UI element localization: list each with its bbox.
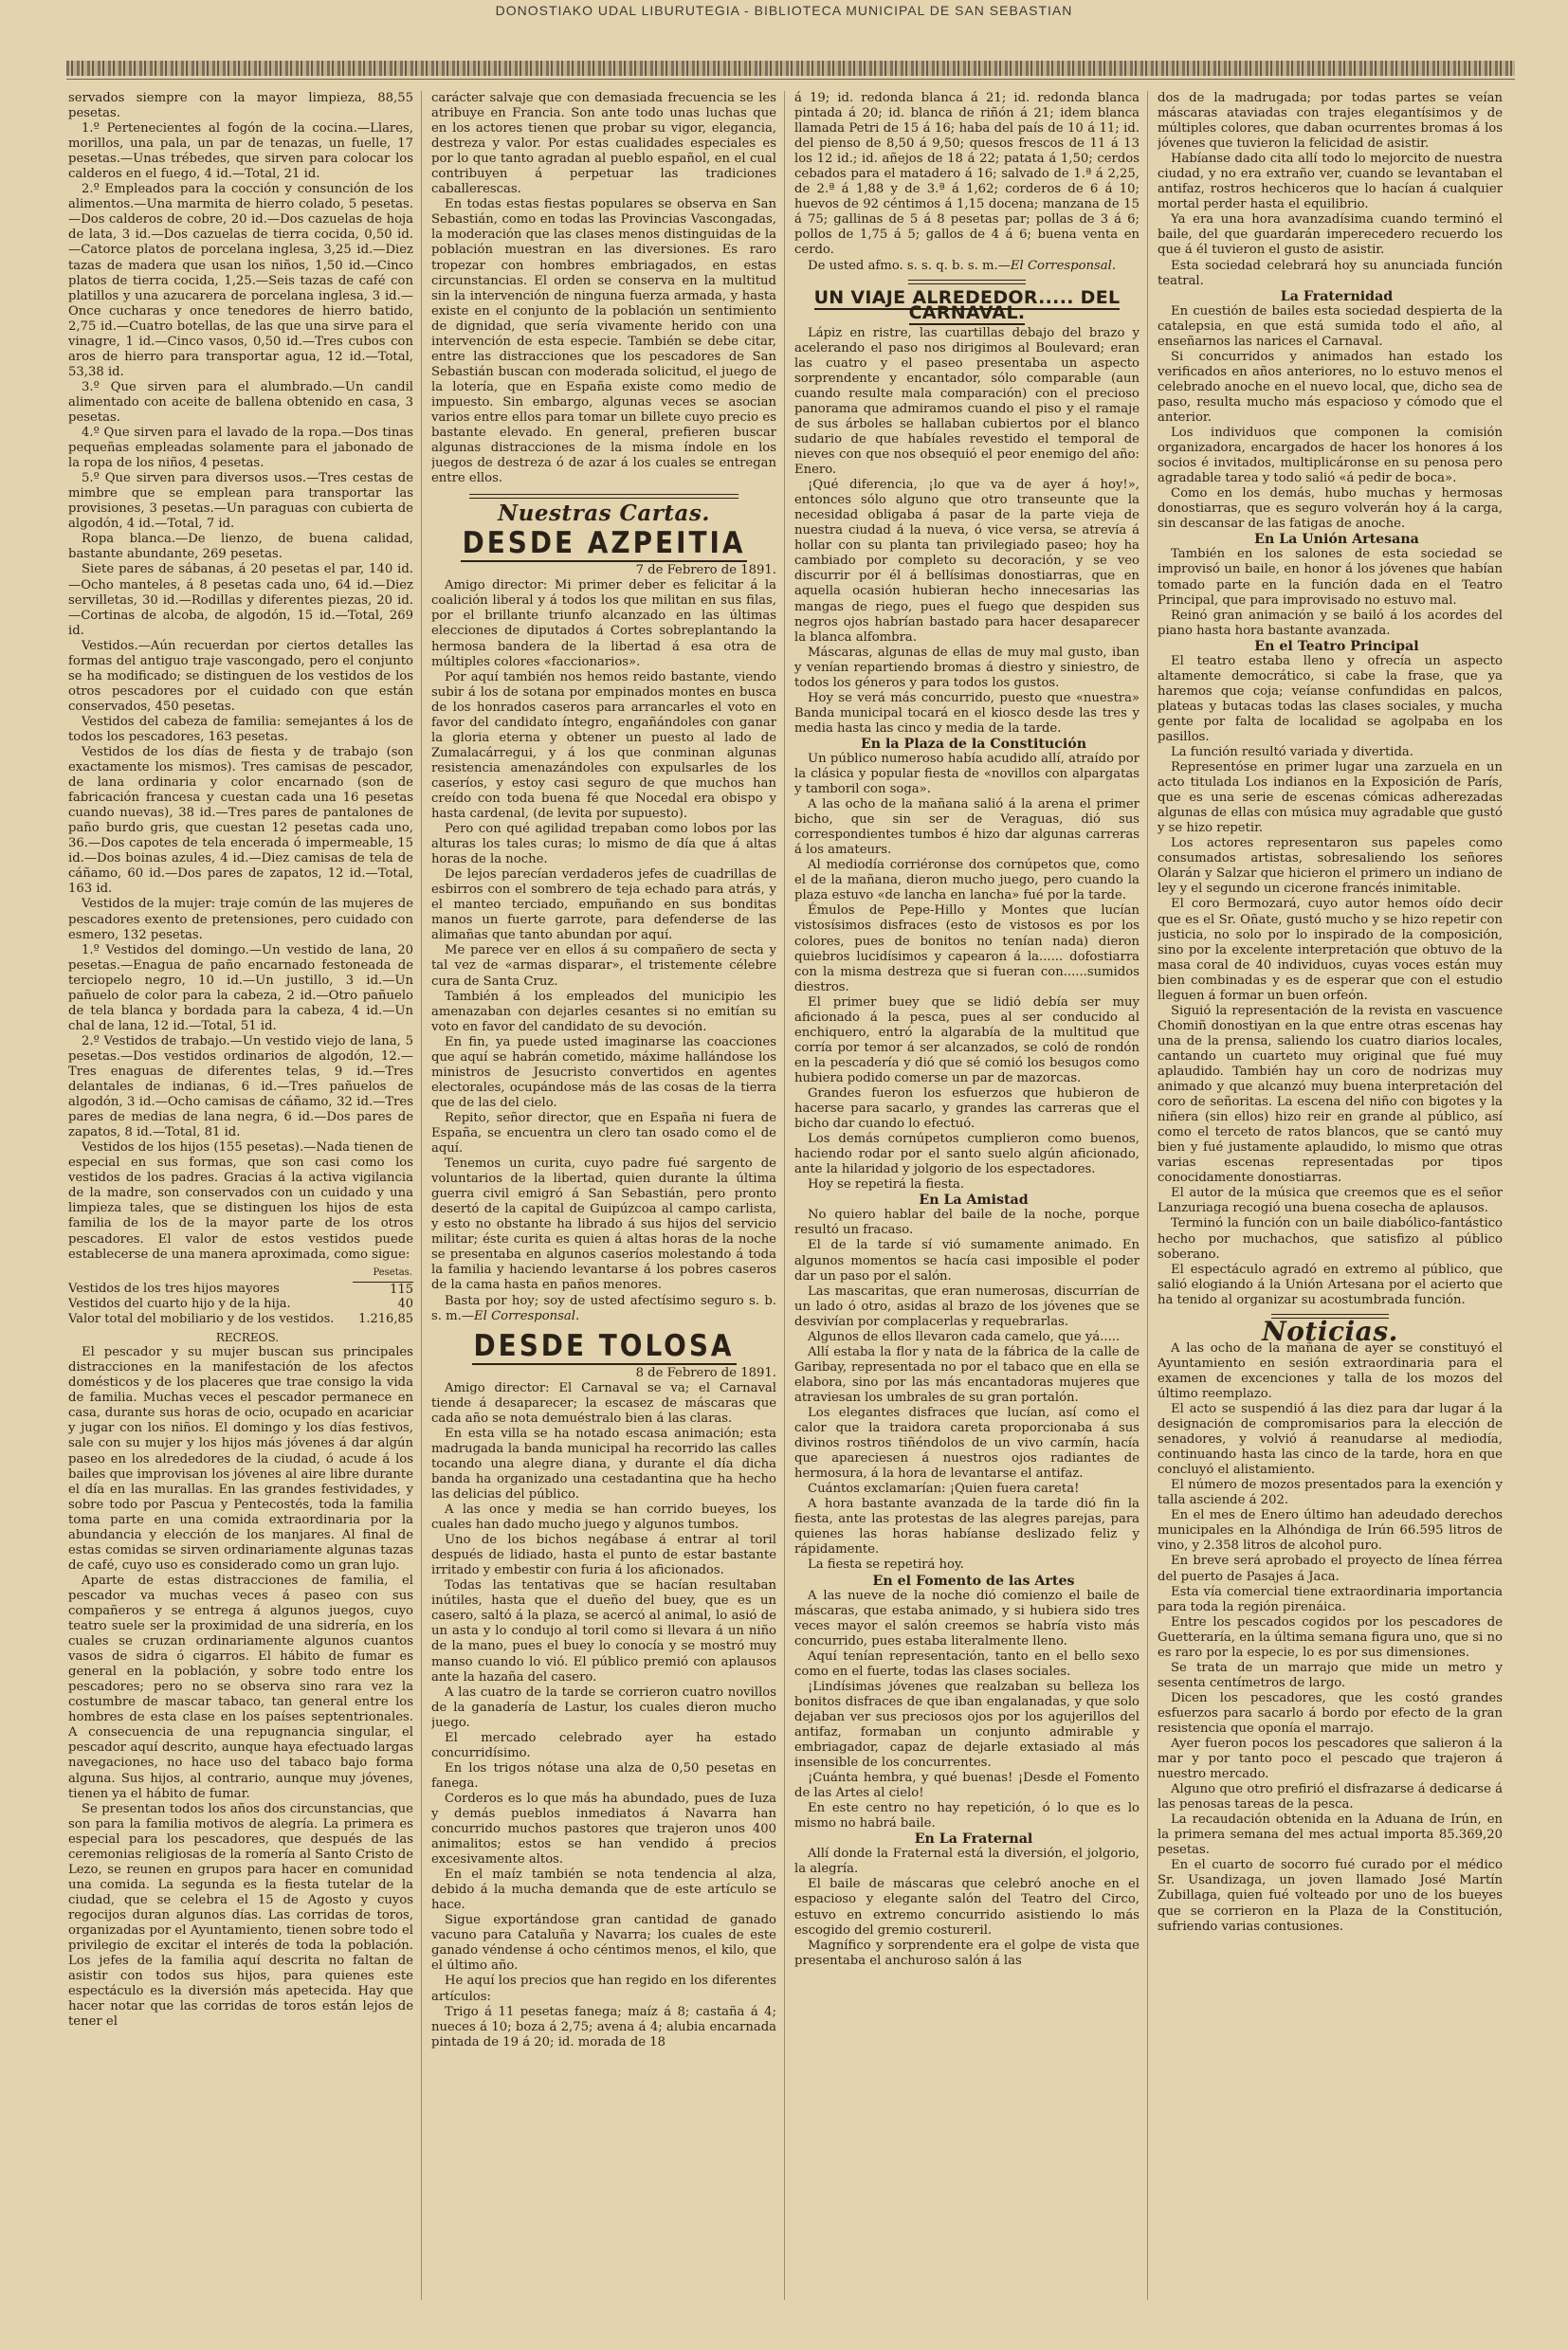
paragraph: El acto se suspendió á las diez para dar lugar á la designación de compromisarios para la elección de senadores, y volvió á reanudarse al mediodía, continuando hasta las cinco de la tarde, hora en que concluyó el alistamiento.: [1158, 1401, 1503, 1478]
article-heading: [431, 1330, 776, 1362]
column-2: [431, 91, 776, 2300]
subheading: En el Fomento de las Artes: [872, 1573, 1075, 1589]
subheading: La Fraternidad: [1280, 288, 1394, 304]
paragraph: Vestidos de los hijos (155 pesetas).—Nada tienen de especial en sus formas, que son casi como los vestidos de los padres. Gracias á la activa vigilancia de la madre, son conservados con un cuidado y una limpieza tales, que se distinguen los hijos de esta familia de los de la mayor parte de los otros pescadores. El valor de estos vestidos puede establecerse de una manera aproximada, como sigue:: [68, 1140, 413, 1262]
paragraph: Uno de los bichos negábase á entrar al toril después de lidiado, hasta el punto de estar bastante irritado y embestir con furia á los aficionados.: [431, 1533, 776, 1578]
paragraph: La función resultó variada y divertida.: [1171, 745, 1413, 760]
paragraph: Las mascaritas, que eran numerosas, discurrían de un lado ó otro, asidas al brazo de los jóvenes que se desvivían por complacerlas y requebrarlas.: [794, 1284, 1140, 1329]
paragraph: En todas estas fiestas populares se observa en San Sebastián, como en todas las Provincias Vascongadas, la moderación que las clases menos distinguidas de la población muestran en las diversiones. Es raro tropezar con hombres embriagados, en estas circunstancias. El orden se conserva en la multitud sin la intervención de ninguna fuerza armada, y hasta existe en el conjunto de la población un sentimiento de dignidad, que sería vivamente herido con una intervención de esta especie. También se debe citar, entre las distracciones que los pescadores de San Sebastián buscan con moderada solicitud, el juego de la lotería, que en España existe como medio de impuesto. Sin embargo, algunas veces se asocian varios entre ellos para tomar un billete cuyo precio es bastante elevado. En general, prefieren buscar algunas distracciones de la misma índole en los juegos de destreza ó de azar á los cuales se entregan entre ellos.: [431, 197, 776, 486]
paragraph: Algunos de ellos llevaron cada camelo, que yá.....: [808, 1329, 1121, 1344]
table-label: Vestidos de los tres hijos mayores: [68, 1282, 280, 1297]
paragraph: Esta vía comercial tiene extraordinaria importancia para toda la región pirenáica.: [1158, 1584, 1503, 1614]
paragraph: Vestidos.—Aún recuerdan por ciertos detalles las formas del antiguo traje vascongado, pero el conjunto se ha modificado; se distinguen de los vestidos de los otros pescadores por el cuidado con que están conservados, 450 pesetas.: [68, 638, 413, 714]
paragraph: Representóse en primer lugar una zarzuela en un acto titulada Los indianos en la Exposición de París, que es una serie de escenas cómicas adherezadas algunas de ellas con música muy agradable que gustó y se hizo repetir.: [1158, 760, 1503, 836]
paragraph: servados siempre con la mayor limpieza, 88,55 pesetas.: [68, 91, 413, 121]
paragraph: Pero con qué agilidad trepaban como lobos por las alturas los tales curas; lo mismo de día que á altas horas de la noche.: [431, 822, 776, 867]
paragraph: El espectáculo agradó en extremo al público, que salió elogiando á la Unión Artesana por el acierto que ha tenido al organizar su acostumbrada función.: [1158, 1262, 1503, 1307]
paragraph: Siete pares de sábanas, á 20 pesetas el par, 140 id.—Ocho manteles, á 8 pesetas cada uno, 64 id.—Diez servilletas, 30 id.—Rodillas y diferentes piezas, 20 id.—Cortinas de alcoba, de algodón, 15 id.—Total, 269 id.: [68, 562, 413, 638]
paragraph: 1.º Vestidos del domingo.—Un vestido de lana, 20 pesetas.—Enagua de paño encarnado festoneada de terciopelo negro, 10 id.—Un justillo, 3 id.—Un pañuelo de color para la cabeza, 2 id.—Otro pañuelo de tela blanca y bordada para la cabeza, 4 id.—Un chal de lana, 12 id.—Total, 51 id.: [68, 942, 413, 1033]
dateline: 7 de Febrero de 1891.: [635, 563, 776, 578]
paragraph: Si concurridos y animados han estado los verificados en años anteriores, no lo estuvo menos el celebrado anoche en el nuevo local, que, dicho sea de paso, resulta mucho más espacioso y cómodo que el anterior.: [1158, 349, 1503, 425]
paragraph: En cuestión de bailes esta sociedad despierta de la catalepsia, en que está sumida todo el año, al enseñarnos las narices el Carnaval.: [1158, 303, 1503, 349]
paragraph: Dicen los pescadores, que les costó grandes esfuerzos para sacarlo á bordo por efecto de la gran resistencia que oponía el marrajo.: [1158, 1690, 1503, 1736]
paragraph: 2.º Vestidos de trabajo.—Un vestido viejo de lana, 5 pesetas.—Dos vestidos ordinarios de algodón, 12.—Tres enaguas de diferentes telas, 9 id.—Tres delantales de indianas, 6 id.—Tres pañuelos de algodón, 3 id.—Ocho camisas de cáñamo, 32 id.—Tres pares de medias de lana negra, 6 id.—Dos pares de zapatos, 8 id.—Total, 81 id.: [68, 1033, 413, 1140]
paragraph: Todas las tentativas que se hacían resultaban inútiles, hasta que el dueño del buey, que es un casero, saltó á la plaza, se acercó al animal, lo asió de un asta y lo condujo al toril como si llevara á un niño de la mano, pues el buey lo conocía y se mostró muy manso cuando lo vió. El público premió con aplausos ante la hazaña del casero.: [431, 1578, 776, 1685]
section-title: Noticias.: [1262, 1315, 1398, 1347]
paragraph: En los trigos nótase una alza de 0,50 pesetas en fanega.: [431, 1760, 776, 1791]
paragraph: 5.º Que sirven para diversos usos.—Tres cestas de mimbre que se emplean para transportar las provisiones, 3 pesetas.—Un paraguas con cubierta de algodón, 4 id.—Total, 7 id.: [68, 471, 413, 532]
paragraph: Amigo director: El Carnaval se va; el Carnaval tiende á desaparecer; la escasez de máscaras que cada año se nota demuéstralo bien á las claras.: [431, 1380, 776, 1426]
paragraph: A las ocho de la mañana salió á la arena el primer bicho, que sin ser de Veraguas, dió sus correspondientes tumbos é hizo dar algunas carreras á los amateurs.: [794, 797, 1140, 858]
paragraph: Hoy se verá más concurrido, puesto que «nuestra» Banda municipal tocará en el kiosco desde las tres y media hasta las cinco y media de la tarde.: [794, 690, 1140, 736]
paragraph: Los actores representaron sus papeles como consumados artistas, sobresaliendo los señores Olarán y Salzar que hicieron el primero un indiano de ley y el segundo un cicerone francés inimitable.: [1158, 836, 1503, 897]
paragraph: ¡Cuánta hembra, y qué buenas! ¡Desde el Fomento de las Artes al cielo!: [794, 1771, 1140, 1801]
section-heading: RECREOS.: [215, 1331, 280, 1345]
paragraph: carácter salvaje que con demasiada frecuencia se les atribuye en Francia. Son ante todo unas luchas que en los actores tienen que probar su vigor, elegancia, destreza y valor. Por estas cualidades especiales es por lo que tanto agradan al pueblo español, en el cual contribuyen á perpetuar las tradiciones caballerescas.: [431, 91, 776, 197]
paragraph: Máscaras, algunas de ellas de muy mal gusto, iban y venían repartiendo bromas á diestro y siniestro, de todos los géneros y para todos los gustos.: [794, 645, 1140, 690]
paragraph: A las once y media se han corrido bueyes, los cuales han dado mucho juego y algunos tumbos.: [431, 1503, 776, 1533]
paragraph: El baile de máscaras que celebró anoche en el espacioso y elegante salón del Teatro del Circo, estuvo en extremo concurrido asistiendo lo más escogido del gremio costureril.: [794, 1877, 1140, 1938]
paragraph: Por aquí también nos hemos reido bastante, viendo subir á los de sotana por empinados montes en busca de los honrados caseros para arrancarles el voto en favor del candidato íntegro, engañándoles con ganar la gloria eterna y obtener un puesto al lado de Zumalacárregui, y á los que conminan algunas resistencia amenazándoles con expulsarles de los caseríos, y estoy casi seguro de que muchos han creído con toda buena fé que Nocedal era obispo y hasta cardenal, (de levita por supuesto).: [431, 669, 776, 822]
paragraph: A las cuatro de la tarde se corrieron cuatro novillos de la ganadería de Lastur, los cuales dieron mucho juego.: [431, 1685, 776, 1730]
column-rule: [421, 91, 422, 2300]
paragraph: El coro Bermozará, cuyo autor hemos oído decir que es el Sr. Oñate, gustó mucho y se hizo repetir con justicia, no solo por lo inspirado de la composición, sino por la excelente interpretación que obtuvo de la masa coral de 40 individuos, cuyas voces están muy bien combinadas y es de esperar que con el estudio lleguen á formar un buen orfeón.: [1158, 897, 1503, 1003]
paragraph: Al mediodía corriéronse dos cornúpetos que, como el de la mañana, dieron mucho juego, pero cuando la plaza estuvo «de lancha en lancha» fué por la tarde.: [794, 858, 1140, 903]
column-4: [1158, 91, 1503, 2300]
paragraph: Cuántos exclamarían: ¡Quien fuera careta!: [808, 1482, 1080, 1497]
paragraph: ¡Lindísimas jóvenes que realzaban su belleza los bonitos disfraces de que iban engalanadas, y que solo dejaban ver sus preciosos ojos por los agujerillos del antifaz, formaban un conjunto admirable y embriagador, capaz de dejarle extasiado al más insensible de los concurrentes.: [794, 1679, 1140, 1771]
paragraph: á 19; id. redonda blanca á 21; id. redonda blanca pintada á 20; id. blanca de riñón á 21; idem blanca llamada Petri de 15 á 16; haba del país de 10 á 11; id. del pienso de 8,50 á 9,50; quesos frescos de 11 á 13 los 12 id.; id. añejos de 18 á 22; patata á 1,50; cerdos cebados para el matadero á 16; salvado de 1.ª á 2,25, de 2.ª á 1,88 y de 3.ª á 1,62; corderos de 6 á 10; huevos de 92 céntimos á 1,15 docena; manzana de 15 á 75; gallinas de 5 á 8 pesetas par; pollas de 3 á 6; pollos de 1,75 á 5; gallos de 4 á 6; buena venta en cerdo.: [794, 91, 1140, 258]
paragraph: Allí estaba la flor y nata de la fábrica de la calle de Garibay, representada no por el tabaco que en ella se elabora, sino por las más encantadoras mujeres que atraviesan los umbrales de su gran portalón.: [794, 1344, 1140, 1405]
paragraph: En este centro no hay repetición, ó lo que es lo mismo no habrá baile.: [794, 1801, 1140, 1831]
paragraph: Hoy se repetirá la fiesta.: [808, 1177, 965, 1193]
table-row: [68, 1282, 413, 1297]
signature: El Corresponsal.: [474, 1308, 580, 1323]
article-title: DESDE TOLOSA: [473, 1328, 735, 1363]
paragraph: El de la tarde sí vió sumamente animado. En algunos momentos se hacía casi imposible el poder dar un paso por el salón.: [794, 1238, 1140, 1284]
table-label: Vestidos del cuarto hijo y de la hija.: [68, 1297, 291, 1312]
paragraph: Los individuos que componen la comisión organizadora, encargados de hacer los honores á los socios é invitados, multiplicáronse en su penosa pero agradable tarea y todo salió «á pedir de boca».: [1158, 426, 1503, 486]
paragraph: El primer buey que se lidió debía ser muy aficionado á la pesca, pues al ser conducido al enchiquero, entró la algarabía de la multitud que corría por temor á ser alcanzados, se coló de rondón en la pescadería y dió que sé comió los besugos como hubiera podido comerse un par de mazorcas.: [794, 994, 1140, 1085]
divider: [469, 494, 738, 499]
paragraph: Sigue exportándose gran cantidad de ganado vacuno para Cataluña y Navarra; los cuales de este ganado véndense á ocho céntimos menos, el kilo, que el último año.: [431, 1913, 776, 1974]
table-row: [68, 1297, 413, 1312]
paragraph: Como en los demás, hubo muchas y hermosas donostiarras, que es seguro volverán hoy á la carga, sin descansar de las fatigas de anoche.: [1158, 486, 1503, 532]
paragraph: También en los salones de esta sociedad se improvisó un baile, en honor á los jóvenes que habían tomado parte en la función dada en el Teatro Principal, que para improvisado no estuvo mal.: [1158, 547, 1503, 608]
paragraph: No quiero hablar del baile de la noche, porque resultó un fracaso.: [794, 1208, 1140, 1238]
paragraph: Vestidos del cabeza de familia: semejantes á los de todos los pescadores, 163 pesetas.: [68, 714, 413, 744]
subheading: En La Amistad: [919, 1193, 1029, 1209]
paragraph: ¡Qué diferencia, ¡lo que va de ayer á hoy!», entonces sólo alguno que otro transeunte que la necesidad obligaba á pasar de la parte vieja de nuestra ciudad á la nueva, ó vice versa, se atrevía á hollar con su planta tan privilegiado paseo; hoy ha cambiado por completo su decoración, y se veo discurrir por él á bellísimas donostiarras, que en aquella ocasión hubieran hecho innecesarias las mangas de riego, pues el fuego que despiden sus negros ojos habrían bastado para hacer desaparecer la blanca alfombra.: [794, 478, 1140, 645]
paragraph: Lápiz en ristre, las cuartillas debajo del brazo y acelerando el paso nos dirigimos al Boulevard; eran las cuatro y el paseo presentaba un aspecto sorprendente y encantador, sólo comparable (aun cuando resulte mala comparación) con el precioso panorama que admiramos cuando el piso y el ramaje de sus árboles se hallaban cubiertos por el blanco sudario de que habíales revestido el temporal de nieves con que nos obsequió el peor enemigo del año: Enero.: [794, 325, 1140, 478]
paragraph: El autor de la música que creemos que es el señor Lanzuriaga recogió una buena cosecha de aplausos.: [1158, 1186, 1503, 1216]
paragraph: [794, 259, 1140, 274]
article-heading: [431, 527, 776, 559]
dateline: 8 de Febrero de 1891.: [635, 1365, 776, 1380]
table-value: 115: [390, 1282, 413, 1297]
signature: El Corresponsal.: [1010, 258, 1117, 273]
paragraph: A las nueve de la noche dió comienzo el baile de máscaras, que estaba animado, y si hubiera sido tres veces mayor el salón creemos se habría visto más concurrido, pues estaba literalmente lleno.: [794, 1588, 1140, 1649]
paragraph: Se trata de un marrajo que mide un metro y sesenta centímetros de largo.: [1158, 1660, 1503, 1690]
subheading: En la Plaza de la Constitución: [860, 736, 1087, 752]
paragraph: De lejos parecían verdaderos jefes de cuadrillas de esbirros con el sombrero de teja echado para atrás, y el manteo terciado, empuñando en sus bonditas manos un fuerte garrote, para defenderse de las alimañas que tanto abundan por aquí.: [431, 867, 776, 943]
subheading: En La Fraternal: [914, 1831, 1033, 1848]
subheading: En el Teatro Principal: [1254, 638, 1419, 654]
library-banner: DONOSTIAKO UDAL LIBURUTEGIA - BIBLIOTECA MUNICIPAL DE SAN SEBASTIAN: [495, 3, 1073, 18]
paragraph: Me parece ver en ellos á su compañero de secta y tal vez de «armas disparar», el tristemente célebre cura de Santa Cruz.: [431, 943, 776, 989]
paragraph: El número de mozos presentados para la exención y talla asciende á 202.: [1158, 1478, 1503, 1508]
table-label: Valor total del mobiliario y de los vestidos.: [68, 1311, 335, 1326]
paragraph: dos de la madrugada; por todas partes se veían máscaras ataviadas con trajes elegantísimos y de múltiples colores, que daban ocurrentes bromas á los jóvenes que tuvieron la felicidad de asistir.: [1158, 91, 1503, 152]
paragraph: En el maíz también se nota tendencia al alza, debido á la mucha demanda que de este artículo se hace.: [431, 1867, 776, 1913]
column-3: [794, 91, 1140, 2300]
table-value: 1.216,85: [358, 1311, 413, 1326]
paragraph: 1.º Pertenecientes al fogón de la cocina.—Llares, morillos, una pala, un par de tenazas, un fuelle, 17 pesetas.—Unas trébedes, que sirven para colocar los calderos en el fuego, 4 id.—Total, 21 id.: [68, 121, 413, 182]
paragraph: Vestidos de la mujer: traje común de las mujeres de pescadores exento de pretensiones, pero cuidado con esmero, 132 pesetas.: [68, 897, 413, 942]
paragraph: El mercado celebrado ayer ha estado concurridísimo.: [431, 1730, 776, 1760]
divider: [908, 280, 1026, 284]
column-rule: [1147, 91, 1148, 2300]
paragraph: Reinó gran animación y se bailó á los acordes del piano hasta hora bastante avanzada.: [1158, 608, 1503, 638]
paragraph: Siguió la representación de la revista en vascuence Chomiñ donostiyan en la que entre otras escenas hay una de la prensa, saliendo los cuatro diarios locales, cantando un cuarteto muy original que fué muy aplaudido. También hay un coro de nodrizas muy animado y que alcanzó muy buena interpretación del coro de señoritas. La escena del niño con bigotes y la niñera (sin ellos) hizo reir en grande al público, así como el terceto de ratos blancos, que se cantó muy bien y fué justamente aplaudido, lo mismo que otras varias escenas representadas por tipos conocidamente donostiarras.: [1158, 1003, 1503, 1186]
paragraph: Entre los pescados cogidos por los pescadores de Guetteraría, en la última semana figura uno, que si no es raro por la especie, lo es por sus dimensiones.: [1158, 1614, 1503, 1660]
table-row: [68, 1312, 413, 1327]
paragraph: Repito, señor director, que en España ni fuera de España, se encuentra un clero tan osado como el de aquí.: [431, 1110, 776, 1157]
paragraph: Ayer fueron pocos los pescadores que salieron á la mar y por tanto poco el pescado que trajeron á nuestro mercado.: [1158, 1737, 1503, 1782]
paragraph: Allí donde la Fraternal está la diversión, el jolgorio, la alegría.: [794, 1847, 1140, 1877]
paragraph: Los demás cornúpetos cumplieron como buenos, haciendo rodar por el santo suelo algún aficionado, ante la hilaridad y jolgorio de los espectadores.: [794, 1132, 1140, 1177]
article-title: DESDE AZPEITIA: [462, 526, 746, 561]
paragraph: La fiesta se repetirá hoy.: [808, 1558, 964, 1573]
paragraph: En esta villa se ha notado escasa animación; esta madrugada la banda municipal ha recorrido las calles tocando una alegre diana, y durante el día dicha banda ha organizado una cestadantina que ha hecho las delicias del público.: [431, 1426, 776, 1502]
paragraph: Vestidos de los días de fiesta y de trabajo (son exactamente los mismos). Tres camisas de pescador, de lana ordinaria y color encarnado (son de fabricación francesa y cuestan cada una 16 pesetas cuando nuevas), 38 id.—Tres pares de pantalones de paño burdo gris, que cuestan 12 pesetas cada uno, 36.—Dos capotes de tela encerada ó impermeable, 15 id.—Dos boinas azules, 4 id.—Diez camisas de tela de cáñamo, 60 id.—Dos pares de zapatos, 12 id.—Total, 163 id.: [68, 745, 413, 897]
paragraph: Ya era una hora avanzadísima cuando terminó el baile, del que guardarán imperecedero recuerdo los que á él tuvieron el gusto de asistir.: [1158, 212, 1503, 258]
paragraph: En el mes de Enero último han adeudado derechos municipales en la Alhóndiga de Irún 66.595 litros de vino, y 2.358 litros de alcohol puro.: [1158, 1508, 1503, 1554]
column-rule: [784, 91, 785, 2300]
paragraph: Un público numeroso había acudido allí, atraído por la clásica y popular fiesta de «novillos con alpargatas y tamboril con soga».: [794, 751, 1140, 797]
paragraph: Alguno que otro prefirió el disfrazarse á dedicarse á las penosas tareas de la pesca.: [1158, 1782, 1503, 1813]
paragraph: [431, 1294, 776, 1324]
closing-text: De usted afmo. s. s. q. b. s. m.—: [808, 258, 1011, 273]
paragraph: En breve será aprobado el proyecto de línea férrea del puerto de Pasajes á Jaca.: [1158, 1554, 1503, 1584]
paragraph: También á los empleados del municipio les amenazaban con dejarles cesantes si no emitían su voto en favor del candidato de su devoción.: [431, 989, 776, 1034]
paragraph: Se presentan todos los años dos circunstancias, que son para la familia motivos de alegría. La primera es especial para los pescadores, que después de las ceremonias religiosas de la romería al Santo Cristo de Lezo, se reunen en grupos para hacer en comunidad una comida. La segunda es la fiesta tutelar de la ciudad, que se celebra el 15 de Agosto y cuyos regocijos duran algunos días. Las corridas de toros, organizadas por el Ayuntamiento, tienen sobre todo el privilegio de excitar el interés de toda la población. Los jefes de la familia aquí descrita no faltan de asistir con todos sus hijos, para quienes este espectáculo es la diversión más apetecida. Hay que hacer notar que las corridas de toros están lejos de tener el: [68, 1801, 413, 2030]
paragraph: 4.º Que sirven para el lavado de la ropa.—Dos tinas pequeñas empleadas solamente para el jabonado de la ropa de los niños, 4 pesetas.: [68, 426, 413, 471]
paragraph: El teatro estaba lleno y ofrecía un aspecto altamente democrático, si cabe la frase, que ya haremos que coja; veíanse confundidas en palcos, plateas y butacas todas las clases sociales, y mucha gente por falta de localidad se agolpaba en los pasillos.: [1158, 653, 1503, 744]
paragraph: Tenemos un curita, cuyo padre fué sargento de voluntarios de la libertad, quien durante la última guerra civil emigró á San Sebastián, pero pronto desertó de la capital de Guipúzcoa al campo carlista, y esto no obstante ha librado á sus hijos del servicio militar; éste curita es quien á altas horas de la noche se presentaba en algunos caseríos molestando á toda la familia y haciendo levantarse á los pobres caseros de la cama hasta en paños menores.: [431, 1157, 776, 1293]
paragraph: Los elegantes disfraces que lucían, así como el calor que la traidora careta proporcionaba á sus divinos rostros tiñéndolos de un vivo carmín, hacía que apareciesen á nuestros ojos radiantes de hermosura, á la hora de levantarse el antifaz.: [794, 1405, 1140, 1482]
paragraph: El pescador y su mujer buscan sus principales distracciones en la manifestación de los afectos domésticos y de los placeres que trae consigo la vida de familia. Muchas veces el pescador permanece en casa, durante sus horas de ocio, ocupado en acariciar y jugar con los niños. El domingo y los días festivos, sale con su mujer y los hijos más jóvenes á dar algún paseo en los alrededores de la ciudad, ó acude á los bailes que improvisan los jóvenes al aire libre durante el día en las murallas. En las grandes festividades, y sobre todo por Pascua y Pentecostés, toda la familia toma parte en una comida extraordinaria por la abundancia y elección de los manjares. Al final de estas comidas se sirven ordinariamente algunas tazas de café, cuyo uso es considerado como un gran lujo.: [68, 1345, 413, 1573]
paragraph: La recaudación obtenida en la Aduana de Irún, en la primera semana del mes actual importa 85.369,20 pesetas.: [1158, 1813, 1503, 1858]
paragraph: En fin, ya puede usted imaginarse las coacciones que aquí se habrán cometido, máxime hallándose los ministros de Jesucristo convertidos en agentes electorales, ocupándose más de las cosas de la tierra que de las del cielo.: [431, 1034, 776, 1110]
paragraph: A hora bastante avanzada de la tarde dió fin la fiesta, ante las protestas de las alegres parejas, para quienes las horas habíanse deslizado feliz y rápidamente.: [794, 1497, 1140, 1558]
article-title: UN VIAJE ALREDEDOR..... DEL CARNAVAL.: [813, 286, 1121, 323]
paragraph: En el cuarto de socorro fué curado por el médico Sr. Usandizaga, un joven llamado José Martín Zubillaga, quien fué volteado por uno de los bueyes que se corrieron en la Plaza de la Constitución, sufriendo varias contusiones.: [1158, 1858, 1503, 1934]
column-1: [68, 91, 413, 2300]
paragraph: 3.º Que sirven para el alumbrado.—Un candil alimentado con aceite de ballena obtenido en casa, 3 pesetas.: [68, 379, 413, 425]
masthead-rule: [66, 61, 1515, 76]
article-heading: [794, 286, 1140, 323]
paragraph: Magnífico y sorprendente era el golpe de vista que presentaba el anchuroso salón á las: [794, 1938, 1140, 1968]
table-header: Pesetas.: [353, 1265, 413, 1283]
paragraph: Amigo director: Mi primer deber es felicitar á la coalición liberal y á todos los que militan en sus filas, por el brillante triunfo alcanzado en las últimas elecciones de diputados á Cortes sobreplantando la hermosa bandera de la libertad á esa otra de múltiples colores «faccionarios».: [431, 578, 776, 669]
paragraph: Corderos es lo que más ha abundado, pues de Iuza y demás pueblos inmediatos á Navarra han concurrido muchos pastores que trajeron unos 400 animalitos; estos se han vendido á precios excesivamente altos.: [431, 1791, 776, 1867]
paragraph: Grandes fueron los esfuerzos que hubieron de hacerse para sacarlo, y grandes las carreras que el bicho dar cuando lo efectuó.: [794, 1086, 1140, 1132]
paragraph: Esta sociedad celebrará hoy su anunciada función teatral.: [1158, 258, 1503, 288]
table-value: 40: [397, 1297, 413, 1312]
paragraph: 2.º Empleados para la cocción y consunción de los alimentos.—Una marmita de hierro colado, 5 pesetas.—Dos calderos de cobre, 20 id.—Dos cazuelas de hoja de lata, 3 id.—Dos cazuelas de tierra cocida, 0,50 id.—Catorce platos de porcelana inglesa, 3,25 id.—Diez tazas de madera que usan los niños, 1,50 id.—Cinco platos de tierra cocida, 1,25.—Seis tazas de café con platillos y una azucarera de porcelana inglesa, 3 id.—Once cucharas y once tenedores de hierro batido, 2,75 id.—Cuatro botellas, de las que una sirve para el vinagre, 1 id.—Cinco vasos, 0,50 id.—Tres cubos con aros de hierro para transportar agua, 12 id.—Total, 53,38 id.: [68, 182, 413, 379]
section-title: Nuestras Cartas.: [498, 501, 710, 527]
paragraph: Ropa blanca.—De lienzo, de buena calidad, bastante abundante, 269 pesetas.: [68, 532, 413, 562]
subheading: En La Unión Artesana: [1254, 532, 1419, 548]
value-table: [68, 1265, 413, 1327]
paragraph: Trigo á 11 pesetas fanega; maíz á 8; castaña á 4; nueces á 10; boza á 2,75; avena á 4; alubia encarnada pintada de 19 á 20; id. morada de 18: [431, 2004, 776, 2049]
closing-text: Basta por hoy; soy de usted afectísimo seguro s. b. s. m.—: [431, 1293, 776, 1323]
paragraph: Émulos de Pepe-Hillo y Montes que lucían vistosísimos disfraces (esto de vistosos es por los colores, pues de bonitos no tenían nada) dieron quiebros lucidísimos y capearon á la...... dofostiarra con la misma destreza que si fueran con......sumidos diestros.: [794, 903, 1140, 994]
newspaper-page: [66, 91, 1515, 2300]
paragraph: He aquí los precios que han regido en los diferentes artículos:: [431, 1974, 776, 2004]
paragraph: Habíanse dado cita allí todo lo mejorcito de nuestra ciudad, y no era extraño ver, cuando se levantaban el antifaz, rostros hechiceros que lo hacían á cualquier mortal perder hasta el equilibrio.: [1158, 152, 1503, 212]
paragraph: Aparte de estas distracciones de familia, el pescador va muchas veces á paseo con sus compañeros y se entrega á algunos juegos, cuyo teatro suele ser la proximidad de una sidrería, en los cuales se cruzan ordinariamente algunos cuantos vasos de sidra ó cigarros. El hábito de fumar es general en la población, y sobre todo entre los pescadores; pero no se observa sino rara vez la costumbre de mascar tabaco, tan general entre los hombres de esta clase en los países septentrionales. A consecuencia de una repugnancia singular, el pescador aquí descrito, aunque haya efectuado largas navegaciones, no hace uso del tabaco bajo forma alguna. Sus hijos, al contrario, aunque muy jóvenes, tienen ya el hábito de fumar.: [68, 1573, 413, 1801]
paragraph: Terminó la función con un baile diabólico-fantástico hecho por muchachos, que satisfizo al público soberano.: [1158, 1216, 1503, 1262]
paragraph: A las ocho de la mañana de ayer se constituyó el Ayuntamiento en sesión extraordinaria para el examen de excenciones y talla de los mozos del último reemplazo.: [1158, 1340, 1503, 1401]
paragraph: Aquí tenían representación, tanto en el bello sexo como en el fuerte, todas las clases sociales.: [794, 1649, 1140, 1679]
